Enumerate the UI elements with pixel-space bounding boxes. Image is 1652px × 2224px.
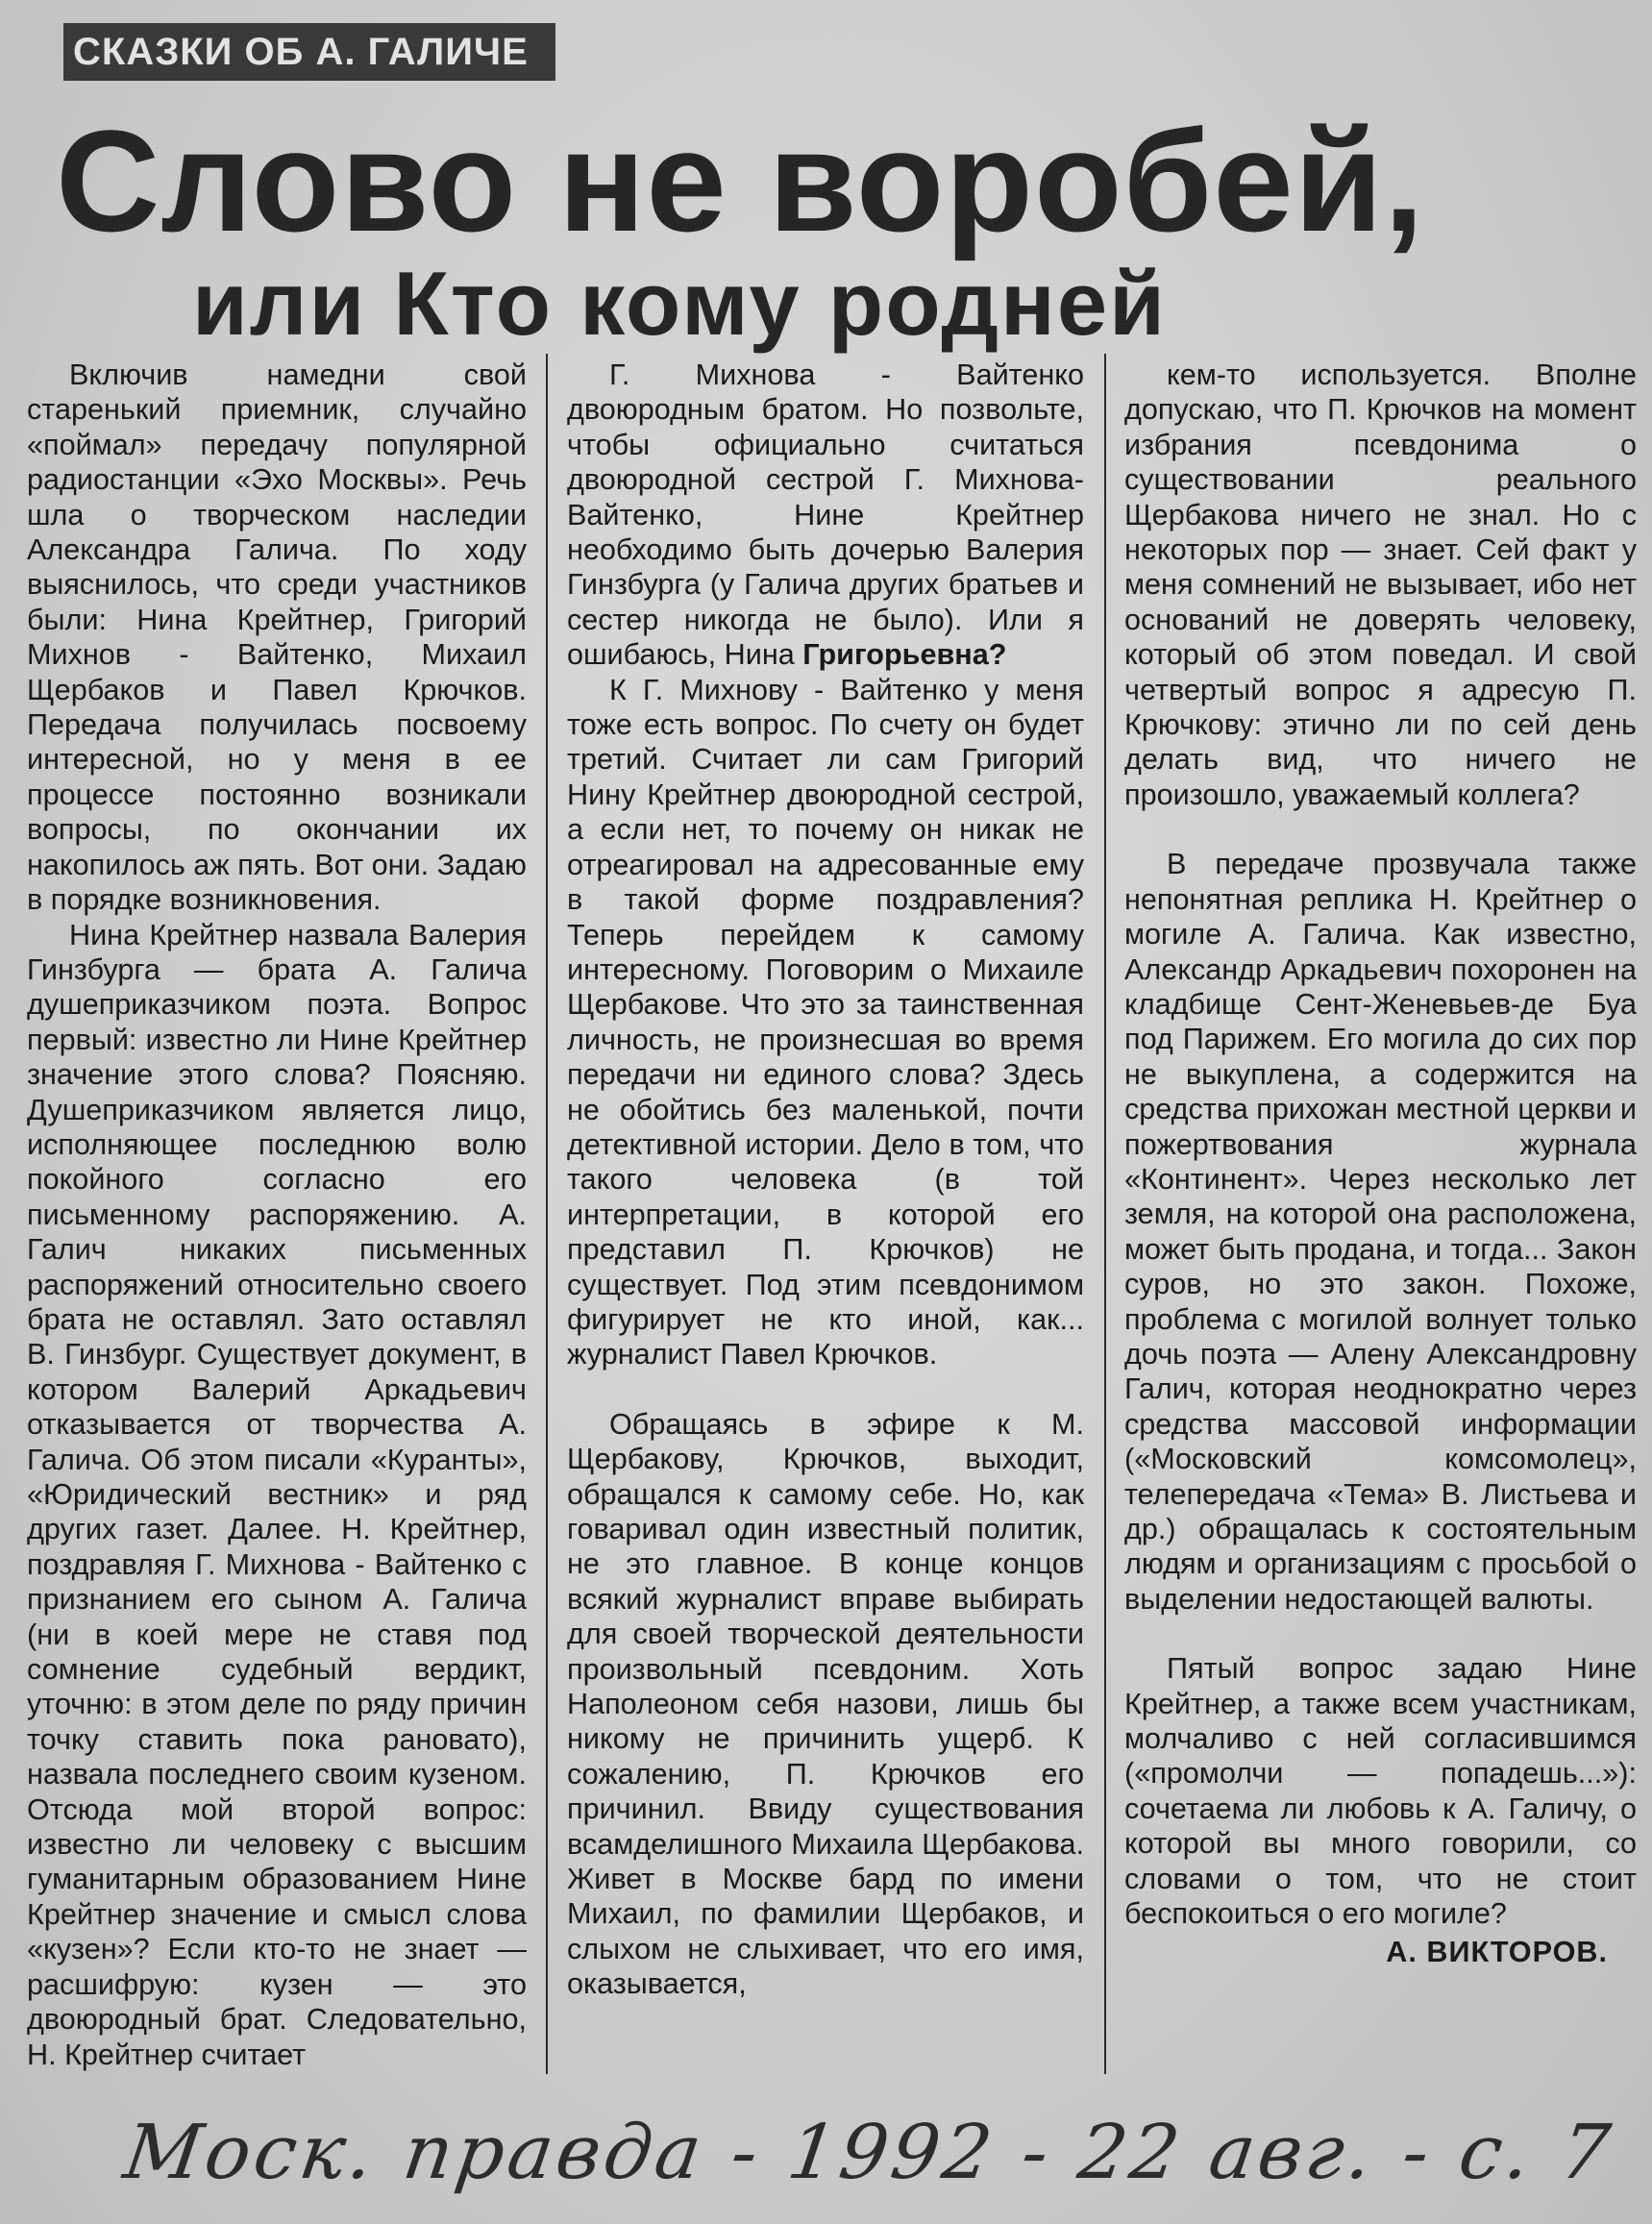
paragraph: Обращаясь в эфире к М. Щербакову, Крючков, выходит, обращался к самому себе. Но, как говаривал один известный политик, не это главное. В конце концов всякий журналист вправе выбирать для своей творческой деятельности произвольный псевдоним. Хоть Наполеоном себя назови, лишь бы никому не причинить ущерб. К сожалению, П. Крючков его причинил. Ввиду существования всамделишного Михаила Щербакова. Живет в Москве бард по имени Михаил, по фамилии Щербаков, и слыхом не слыхивает, что его имя, оказывается, [567, 1407, 1084, 2001]
paragraph: Пятый вопрос задаю Нине Крейтнер, а также всем участникам, молчаливо с ней согласившимся («промолчи — попадешь...»): сочетаема ли любовь к А. Галичу, о которой вы много говорили, со словами о том, что не стоит беспокоиться о его могиле? [1124, 1652, 1637, 1931]
article-column-3 [1124, 358, 1637, 1970]
headline-sub: или Кто кому родней [192, 253, 1167, 354]
headline-main: Слово не воробей, [56, 100, 1425, 261]
paragraph-text: Г. Михнова - Вайтенко двоюродным братом. Но позвольте, чтобы официально считаться двоюродной сестрой Г. Михнова-Вайтенко, Нине Крейтнер необходимо быть дочерью Валерия Гинзбурга (у Галича других братьев и сестер никогда не было). Или я ошибаюсь, Нина [567, 358, 1084, 672]
paragraph: Включив намедни свой старенький приемник, случайно «поймал» передачу популярной радиостанции «Эхо Москвы». Речь шла о творческом наследии Александра Галича. По ходу выяснилось, что среди участников были: Нина Крейтнер, Григорий Михнов - Вайтенко, Михаил Щербаков и Павел Крючков. Передача получилась посвоему интересной, но у меня в ее процессе постоянно возникали вопросы, по окончании их накопилось аж пять. Вот они. Задаю в порядке возникновения. [27, 358, 527, 917]
paragraph-with-bold [567, 358, 1084, 673]
article-column-1 [27, 358, 527, 2072]
author-signature: А. ВИКТОРОВ. [1386, 1936, 1608, 1969]
rubric-banner: СКАЗКИ ОБ А. ГАЛИЧЕ [63, 23, 555, 81]
paragraph: кем-то используется. Вполне допускаю, что П. Крючков на момент избрания псевдонима о существовании реального Щербакова ничего не знал. Но с некоторых пор — знает. Сей факт у меня сомнений не вызывает, ибо нет оснований не доверять человеку, который об этом поведал. И свой четвертый вопрос я адресую П. Крючкову: этично ли по сей день делать вид, что ничего не произошло, уважаемый коллега? [1124, 358, 1637, 811]
column-rule-1 [546, 354, 548, 2074]
bold-text: Григорьевна? [802, 638, 1007, 672]
paragraph: В передаче прозвучала также непонятная реплика Н. Крейтнер о могиле А. Галича. Как известно, Александр Аркадьевич похоронен на кладбище Сент-Женевьев-де Буа под Парижем. Его могила до сих пор не выкуплена, а содержится на средства прихожан местной церкви и пожертвования журнала «Континент». Через несколько лет земля, на которой она расположена, может быть продана, и тогда... Закон суров, но это закон. Похоже, проблема с могилой волнует только дочь поэта — Алену Александровну Галич, которая неоднократно через средства массовой информации («Московский комсомолец», телепередача «Тема» В. Листьева и др.) обращалась к состоятельным людям и организациям с просьбой о выделении недостающей валюты. [1124, 848, 1637, 1616]
paragraph: К Г. Михнову - Вайтенко у меня тоже есть вопрос. По счету он будет третий. Считает ли сам Григорий Нину Крейтнер двоюродной сестрой, а если нет, то почему он никак не отреагировал на адресованные ему в такой форме поздравления? Теперь перейдем к самому интересному. Поговорим о Михаиле Щербакове. Что это за таинственная личность, не произнесшая во время передачи ни единого слова? Здесь не обойтись без маленькой, почти детективной истории. Дело в том, что такого человека (в той интерпретации, в которой его представил П. Крючков) не существует. Под этим псевдонимом фигурирует не кто иной, как... журналист Павел Крючков. [567, 673, 1084, 1371]
paragraph: Нина Крейтнер назвала Валерия Гинзбурга — брата А. Галича душеприказчиком поэта. Вопрос первый: известно ли Нине Крейтнер значение этого слова? Поясняю. Душеприказчиком является лицо, исполняющее последнюю волю покойного согласно его письменному распоряжению. А. Галич никаких письменных распоряжений относительно своего брата не оставлял. Зато оставлял В. Гинзбург. Существует документ, в котором Валерий Аркадьевич отказывается от творчества А. Галича. Об этом писали «Куранты», «Юридический вестник» и ряд других газет. Далее. Н. Крейтнер, поздравляя Г. Михнова - Вайтенко с признанием его сыном А. Галича (ни в коей мере не ставя под сомнение судебный вердикт, уточню: в этом деле по ряду причин точку ставить пока рановато), назвала последнего своим кузеном. Отсюда мой второй вопрос: известно ли человеку с высшим гуманитарным образованием Нине Крейтнер значение и смысл слова «кузен»? Если кто-то не знает — расшифрую: кузен — это двоюродный брат. Следовательно, Н. Крейтнер считает [27, 918, 527, 2071]
article-column-2 [567, 358, 1084, 2002]
column-rule-2 [1104, 354, 1106, 2074]
handwritten-source-note: Моск. правда - 1992 - 22 авг. - с. 7 [118, 2110, 1619, 2196]
